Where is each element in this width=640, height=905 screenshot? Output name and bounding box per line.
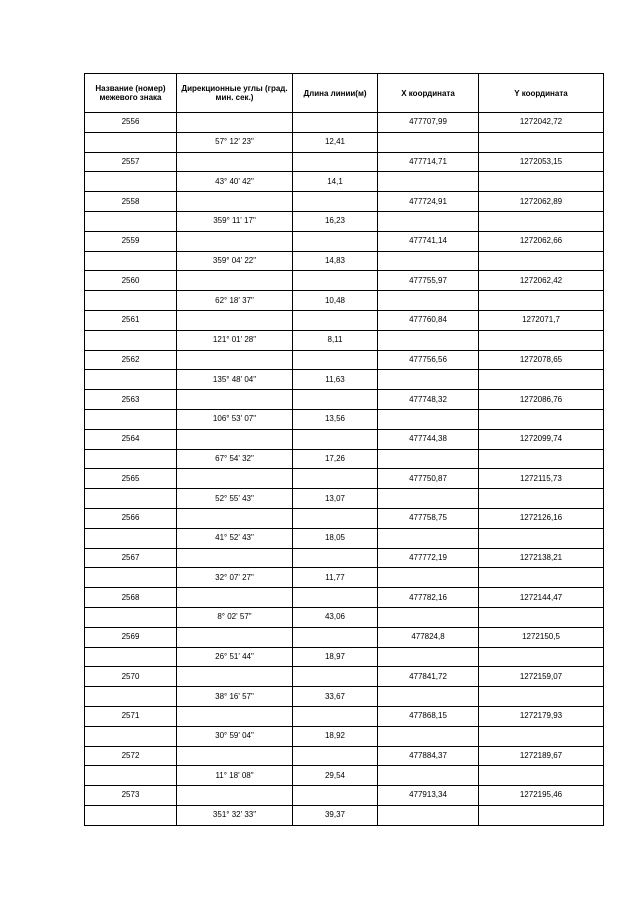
header-line-length: Длина линии(м)	[293, 74, 378, 113]
x-coordinate-cell: 477744,38	[378, 429, 479, 449]
empty-cell	[378, 132, 479, 152]
y-coordinate-cell: 1272126,16	[479, 508, 604, 528]
document-page	[84, 73, 604, 826]
mark-name-cell: 2564	[85, 429, 177, 449]
x-coordinate-cell: 477724,91	[378, 192, 479, 212]
header-direction-angle: Дирекционные углы (град. мин. сек.)	[177, 74, 293, 113]
mark-name-cell: 2569	[85, 627, 177, 647]
line-length-cell: 13,56	[293, 409, 378, 429]
mark-name-cell: 2562	[85, 350, 177, 370]
x-coordinate-cell: 477760,84	[378, 310, 479, 330]
empty-cell	[85, 568, 177, 588]
line-length-cell: 18,97	[293, 647, 378, 667]
empty-cell	[85, 687, 177, 707]
direction-angle-cell: 351° 32' 33"	[177, 805, 293, 825]
table-body	[85, 113, 604, 826]
empty-cell	[293, 588, 378, 608]
line-length-cell: 14,83	[293, 251, 378, 271]
direction-angle-cell: 359° 04' 22"	[177, 251, 293, 271]
line-length-cell: 18,05	[293, 528, 378, 548]
line-length-cell: 18,92	[293, 726, 378, 746]
empty-cell	[177, 667, 293, 687]
empty-cell	[293, 231, 378, 251]
table-row-mark	[85, 627, 604, 647]
empty-cell	[293, 627, 378, 647]
empty-cell	[293, 429, 378, 449]
x-coordinate-cell: 477755,97	[378, 271, 479, 291]
empty-cell	[293, 706, 378, 726]
empty-cell	[85, 766, 177, 786]
line-length-cell: 11,63	[293, 370, 378, 390]
x-coordinate-cell: 477714,71	[378, 152, 479, 172]
mark-name-cell: 2557	[85, 152, 177, 172]
empty-cell	[378, 647, 479, 667]
direction-angle-cell: 11° 18' 08"	[177, 766, 293, 786]
empty-cell	[378, 211, 479, 231]
mark-name-cell: 2568	[85, 588, 177, 608]
empty-cell	[378, 251, 479, 271]
empty-cell	[177, 627, 293, 647]
mark-name-cell: 2570	[85, 667, 177, 687]
empty-cell	[479, 726, 604, 746]
table-row-segment	[85, 132, 604, 152]
empty-cell	[85, 211, 177, 231]
empty-cell	[479, 805, 604, 825]
empty-cell	[85, 132, 177, 152]
mark-name-cell: 2566	[85, 508, 177, 528]
line-length-cell: 17,26	[293, 449, 378, 469]
empty-cell	[177, 746, 293, 766]
x-coordinate-cell: 477707,99	[378, 113, 479, 133]
table-row-mark	[85, 588, 604, 608]
table-row-mark	[85, 667, 604, 687]
header-mark-name: Название (номер) межевого знака	[85, 74, 177, 113]
direction-angle-cell: 135° 48' 04"	[177, 370, 293, 390]
direction-angle-cell: 62° 18' 37"	[177, 291, 293, 311]
x-coordinate-cell: 477841,72	[378, 667, 479, 687]
mark-name-cell: 2565	[85, 469, 177, 489]
empty-cell	[177, 548, 293, 568]
y-coordinate-cell: 1272062,66	[479, 231, 604, 251]
table-row-mark	[85, 548, 604, 568]
empty-cell	[177, 706, 293, 726]
empty-cell	[479, 172, 604, 192]
empty-cell	[177, 588, 293, 608]
mark-name-cell: 2560	[85, 271, 177, 291]
empty-cell	[378, 370, 479, 390]
mark-name-cell: 2558	[85, 192, 177, 212]
empty-cell	[378, 449, 479, 469]
empty-cell	[85, 409, 177, 429]
empty-cell	[293, 271, 378, 291]
mark-name-cell: 2567	[85, 548, 177, 568]
x-coordinate-cell: 477750,87	[378, 469, 479, 489]
line-length-cell: 8,11	[293, 330, 378, 350]
line-length-cell: 12,41	[293, 132, 378, 152]
empty-cell	[479, 409, 604, 429]
header-y-coordinate: Y координата	[479, 74, 604, 113]
table-row-segment	[85, 330, 604, 350]
empty-cell	[293, 508, 378, 528]
y-coordinate-cell: 1272042,72	[479, 113, 604, 133]
empty-cell	[479, 568, 604, 588]
empty-cell	[378, 726, 479, 746]
empty-cell	[479, 330, 604, 350]
y-coordinate-cell: 1272159,07	[479, 667, 604, 687]
empty-cell	[293, 310, 378, 330]
empty-cell	[177, 429, 293, 449]
table-row-mark	[85, 469, 604, 489]
table-row-mark	[85, 429, 604, 449]
empty-cell	[85, 528, 177, 548]
table-row-segment	[85, 647, 604, 667]
line-length-cell: 10,48	[293, 291, 378, 311]
direction-angle-cell: 121° 01' 28"	[177, 330, 293, 350]
table-row-segment	[85, 805, 604, 825]
empty-cell	[177, 231, 293, 251]
table-row-segment	[85, 489, 604, 509]
y-coordinate-cell: 1272071,7	[479, 310, 604, 330]
empty-cell	[177, 508, 293, 528]
empty-cell	[378, 687, 479, 707]
y-coordinate-cell: 1272189,67	[479, 746, 604, 766]
header-x-coordinate: X координата	[378, 74, 479, 113]
table-row-segment	[85, 766, 604, 786]
mark-name-cell: 2561	[85, 310, 177, 330]
empty-cell	[378, 805, 479, 825]
direction-angle-cell: 67° 54' 32"	[177, 449, 293, 469]
empty-cell	[85, 172, 177, 192]
table-row-segment	[85, 211, 604, 231]
direction-angle-cell: 41° 52' 43"	[177, 528, 293, 548]
y-coordinate-cell: 1272150,5	[479, 627, 604, 647]
empty-cell	[177, 192, 293, 212]
empty-cell	[293, 350, 378, 370]
empty-cell	[378, 528, 479, 548]
empty-cell	[85, 607, 177, 627]
empty-cell	[85, 726, 177, 746]
empty-cell	[479, 607, 604, 627]
empty-cell	[479, 370, 604, 390]
direction-angle-cell: 26° 51' 44"	[177, 647, 293, 667]
direction-angle-cell: 57° 12' 23"	[177, 132, 293, 152]
line-length-cell: 29,54	[293, 766, 378, 786]
mark-name-cell: 2563	[85, 390, 177, 410]
line-length-cell: 43,06	[293, 607, 378, 627]
line-length-cell: 11,77	[293, 568, 378, 588]
y-coordinate-cell: 1272086,76	[479, 390, 604, 410]
empty-cell	[293, 152, 378, 172]
table-row-mark	[85, 350, 604, 370]
table-row-segment	[85, 172, 604, 192]
table-row-mark	[85, 508, 604, 528]
empty-cell	[479, 489, 604, 509]
table-row-segment	[85, 687, 604, 707]
x-coordinate-cell: 477868,15	[378, 706, 479, 726]
line-length-cell: 14,1	[293, 172, 378, 192]
table-row-mark	[85, 271, 604, 291]
empty-cell	[85, 330, 177, 350]
empty-cell	[85, 370, 177, 390]
table-row-mark	[85, 390, 604, 410]
empty-cell	[479, 687, 604, 707]
empty-cell	[85, 489, 177, 509]
empty-cell	[177, 390, 293, 410]
empty-cell	[378, 172, 479, 192]
y-coordinate-cell: 1272144,47	[479, 588, 604, 608]
y-coordinate-cell: 1272179,93	[479, 706, 604, 726]
empty-cell	[479, 449, 604, 469]
mark-name-cell: 2556	[85, 113, 177, 133]
x-coordinate-cell: 477884,37	[378, 746, 479, 766]
direction-angle-cell: 8° 02' 57"	[177, 607, 293, 627]
table-row-segment	[85, 528, 604, 548]
x-coordinate-cell: 477741,14	[378, 231, 479, 251]
table-row-mark	[85, 152, 604, 172]
table-row-segment	[85, 370, 604, 390]
table-row-segment	[85, 607, 604, 627]
header-row	[85, 74, 604, 113]
table-row-mark	[85, 310, 604, 330]
line-length-cell: 33,67	[293, 687, 378, 707]
table-row-segment	[85, 449, 604, 469]
y-coordinate-cell: 1272195,46	[479, 786, 604, 806]
empty-cell	[293, 469, 378, 489]
empty-cell	[378, 607, 479, 627]
empty-cell	[479, 647, 604, 667]
table-row-segment	[85, 409, 604, 429]
x-coordinate-cell: 477782,16	[378, 588, 479, 608]
empty-cell	[293, 113, 378, 133]
empty-cell	[479, 528, 604, 548]
empty-cell	[177, 271, 293, 291]
table-row-mark	[85, 706, 604, 726]
boundary-marks-table	[84, 73, 604, 826]
empty-cell	[85, 251, 177, 271]
empty-cell	[378, 330, 479, 350]
empty-cell	[479, 291, 604, 311]
table-row-mark	[85, 192, 604, 212]
table-row-mark	[85, 231, 604, 251]
empty-cell	[293, 390, 378, 410]
x-coordinate-cell: 477824,8	[378, 627, 479, 647]
empty-cell	[177, 310, 293, 330]
empty-cell	[85, 449, 177, 469]
table-row-mark	[85, 113, 604, 133]
table-row-segment	[85, 251, 604, 271]
y-coordinate-cell: 1272138,21	[479, 548, 604, 568]
table-row-segment	[85, 568, 604, 588]
x-coordinate-cell: 477756,56	[378, 350, 479, 370]
empty-cell	[177, 786, 293, 806]
empty-cell	[378, 291, 479, 311]
empty-cell	[378, 489, 479, 509]
direction-angle-cell: 359° 11' 17"	[177, 211, 293, 231]
empty-cell	[378, 409, 479, 429]
line-length-cell: 13,07	[293, 489, 378, 509]
table-row-mark	[85, 786, 604, 806]
empty-cell	[479, 132, 604, 152]
line-length-cell: 16,23	[293, 211, 378, 231]
empty-cell	[378, 568, 479, 588]
mark-name-cell: 2572	[85, 746, 177, 766]
table-row-segment	[85, 291, 604, 311]
direction-angle-cell: 32° 07' 27"	[177, 568, 293, 588]
empty-cell	[293, 667, 378, 687]
table-row-segment	[85, 726, 604, 746]
empty-cell	[378, 766, 479, 786]
y-coordinate-cell: 1272053,15	[479, 152, 604, 172]
mark-name-cell: 2573	[85, 786, 177, 806]
direction-angle-cell: 38° 16' 57"	[177, 687, 293, 707]
y-coordinate-cell: 1272115,73	[479, 469, 604, 489]
direction-angle-cell: 52° 55' 43"	[177, 489, 293, 509]
empty-cell	[177, 152, 293, 172]
empty-cell	[293, 548, 378, 568]
mark-name-cell: 2559	[85, 231, 177, 251]
empty-cell	[479, 211, 604, 231]
empty-cell	[293, 192, 378, 212]
empty-cell	[177, 469, 293, 489]
mark-name-cell: 2571	[85, 706, 177, 726]
table-row-mark	[85, 746, 604, 766]
y-coordinate-cell: 1272062,42	[479, 271, 604, 291]
empty-cell	[177, 350, 293, 370]
y-coordinate-cell: 1272062,89	[479, 192, 604, 212]
direction-angle-cell: 43° 40' 42"	[177, 172, 293, 192]
empty-cell	[85, 805, 177, 825]
empty-cell	[293, 746, 378, 766]
empty-cell	[85, 291, 177, 311]
direction-angle-cell: 30° 59' 04"	[177, 726, 293, 746]
direction-angle-cell: 106° 53' 07"	[177, 409, 293, 429]
x-coordinate-cell: 477772,19	[378, 548, 479, 568]
y-coordinate-cell: 1272099,74	[479, 429, 604, 449]
empty-cell	[177, 113, 293, 133]
line-length-cell: 39,37	[293, 805, 378, 825]
x-coordinate-cell: 477758,75	[378, 508, 479, 528]
y-coordinate-cell: 1272078,65	[479, 350, 604, 370]
x-coordinate-cell: 477748,32	[378, 390, 479, 410]
empty-cell	[293, 786, 378, 806]
x-coordinate-cell: 477913,34	[378, 786, 479, 806]
empty-cell	[479, 766, 604, 786]
empty-cell	[479, 251, 604, 271]
empty-cell	[85, 647, 177, 667]
